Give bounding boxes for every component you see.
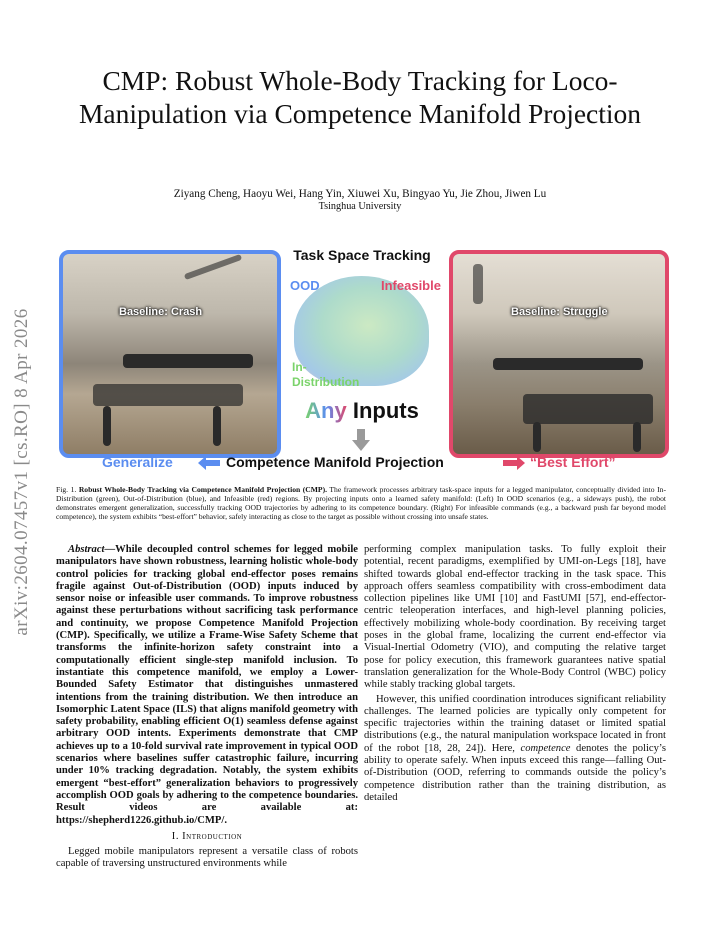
arxiv-id: arXiv:2604.07457v1 [cs.RO] 8 Apr 2026 — [11, 308, 32, 636]
left-photo-panel — [59, 250, 281, 458]
p2-end: denotes the policy’s ability to operate safely. When inputs exceed this range—falling Out-of-Distribution (OOD, referring to commands outside the policy’s competence distribution rather than the training distribution, as detailed — [364, 742, 666, 803]
generalize-label: Generalize — [102, 454, 173, 470]
inputs-word: Inputs — [352, 398, 419, 423]
competence-term: competence — [520, 742, 571, 754]
caption-lead: Fig. 1. — [56, 485, 77, 494]
right-panel-badge: Baseline: Struggle — [511, 306, 608, 318]
cmp-label: Competence Manifold Projection — [226, 454, 444, 470]
arrow-down-icon — [352, 429, 370, 451]
figure-caption — [56, 486, 666, 522]
left-column — [56, 544, 358, 871]
best-effort-label: “Best Effort” — [530, 454, 616, 470]
arxiv-sidebar-stamp — [8, 252, 36, 692]
arrow-right-icon — [503, 456, 525, 470]
abstract: Abstract—While decoupled control schemes for legged mobile manipulators have shown robustness, learning holistic whole-body control policies for tracking global end-effector poses remains fragile against Out-of-Distribution (OOD) inputs induced by sensor noise or infeasible user commands. To improve robustness against these perturbations without sacrificing task performance and continuity, we propose Competence Manifold Projection (CMP). Specifically, we utilize a Frame-Wise Safety Scheme that transforms the infinite-horizon safety constraint into a computationally efficient single-step manifold inclusion. To instantiate this competence manifold, we employ a Lower-Bounded Safety Estimator that distinguishes unmastered intentions from the training distribution. We then introduce an Isomorphic Latent Space (ILS) that aligns manifold geometry with safety probability, enabling efficient O(1) seamless defense against arbitrary OOD intents. Experiments demonstrate that CMP achieves up to a 10-fold survival rate improvement in typical OOD scenarios where baselines suffer catastrophic failure, incurring under 10% tracking degradation. Notably, the system exhibits emergent “best-effort” generalization behaviors to progressively accomplish OOD goals by adhering to the competence boundaries. Result videos are available at: https://shepherd1226.github.io/CMP/. — [56, 544, 358, 826]
caption-bold: Robust Whole-Body Tracking via Competence Manifold Projection (CMP). — [78, 485, 327, 494]
right-paragraph-2 — [364, 694, 666, 805]
p2-start: However, this unified coordination introduces significant reliability challenges. The learned policies are typically only competent for specific trajectories within the training dataset or limited spatial distributions (e.g., the natural manipulation workspace located in front of the robot [18, 28, 24]). Here, — [364, 693, 666, 754]
right-paragraph-1: performing complex manipulation tasks. To fully exploit their potential, recent paradigms, exemplified by UMI-on-Legs [18], have shifted towards global end-effector tracking in the task space. This approach offers seamless compatibility with cross-embodiment data collection pipelines like UMI [10] and FastUMI [57], end-effector-centric teleoperation interfaces, and high-level planning policies, effectively mobilizing whole-body coordination. By receiving target poses in the global frame, localizing the current end-effector via Visual-Inertial Odometry (VIO), and computing the relative target pose for policy execution, this framework guarantees native spatial translation generalization for the Whole-Body Control (WBC) policy while stably tracking global targets. — [364, 544, 666, 691]
abstract-label: Abstract — [68, 544, 105, 555]
author-list: Ziyang Cheng, Haoyu Wei, Hang Yin, Xiuwei Xu, Bingyao Yu, Jie Zhou, Jiwen Lu — [173, 188, 547, 200]
left-panel-badge: Baseline: Crash — [119, 306, 203, 318]
in-distribution-label-2: Distribution — [292, 375, 360, 389]
abstract-body: While decoupled control schemes for legged mobile manipulators have shown robustness, learning holistic whole-body control policies for tracking global end-effector poses remains fragile against Out-of-Distribution (OOD) inputs induced by sensor noise or infeasible user commands. To improve robustness against these perturbations without sacrificing task performance and continuity, we propose Competence Manifold Projection (CMP). Specifically, we utilize a Frame-Wise Safety Scheme that transforms the infinite-horizon safety constraint into a computationally efficient single-step manifold inclusion. To instantiate this competence manifold, we employ a Lower-Bounded Safety Estimator that distinguishes unmastered intentions from the training distribution. We then introduce an Isomorphic Latent Space (ILS) that aligns manifold geometry with safety probability, enabling efficient O(1) seamless defense against arbitrary OOD intents. Experiments demonstrate that CMP achieves up to a 10-fold survival rate improvement in typical OOD scenarios where baselines suffer catastrophic failure, incurring under 10% tracking degradation. Notably, the system exhibits emergent “best-effort” generalization behaviors to progressively accomplish OOD goals by adhering to the competence boundaries. Result videos are available at: https://shepherd1226.github.io/CMP/. — [56, 544, 358, 826]
ood-label: OOD — [290, 278, 320, 293]
in-distribution-label-1: In- — [292, 360, 307, 374]
intro-paragraph: Legged mobile manipulators represent a versatile class of robots capable of traversing unstructured environments while — [56, 846, 358, 870]
task-space-label: Task Space Tracking — [293, 247, 431, 263]
caption-text: The framework processes arbitrary task-space inputs for a legged manipulator, conceptually divided into In-Distribution (green), Out-of-Distribution (blue), and Infeasible (red) regions. By projecting inputs onto a learned safety manifold: (Left) In OOD scenarios (e.g., a sideways push), the robot demonstrates emergent generalization, successfully tracking OOD trajectories by adhering to its competence boundary. (Right) For infeasible commands (e.g., a backward push far beyond model competence), the system exhibits “best-effort” behavior, safely interacting as close to the target as possible without crossing into unsafe states. — [56, 485, 666, 521]
right-column — [364, 544, 666, 804]
right-photo-panel — [449, 250, 669, 458]
figure-1 — [56, 246, 666, 478]
paper-title: CMP: Robust Whole-Body Tracking for Loco-Manipulation via Competence Manifold Projection — [78, 65, 642, 129]
infeasible-label: Infeasible — [381, 278, 441, 293]
affiliation: Tsinghua University — [318, 201, 402, 212]
arrow-left-icon — [198, 456, 220, 470]
section-heading: I. Introduction — [171, 830, 243, 842]
any-inputs-label — [292, 398, 432, 424]
any-word: Any — [305, 398, 347, 423]
